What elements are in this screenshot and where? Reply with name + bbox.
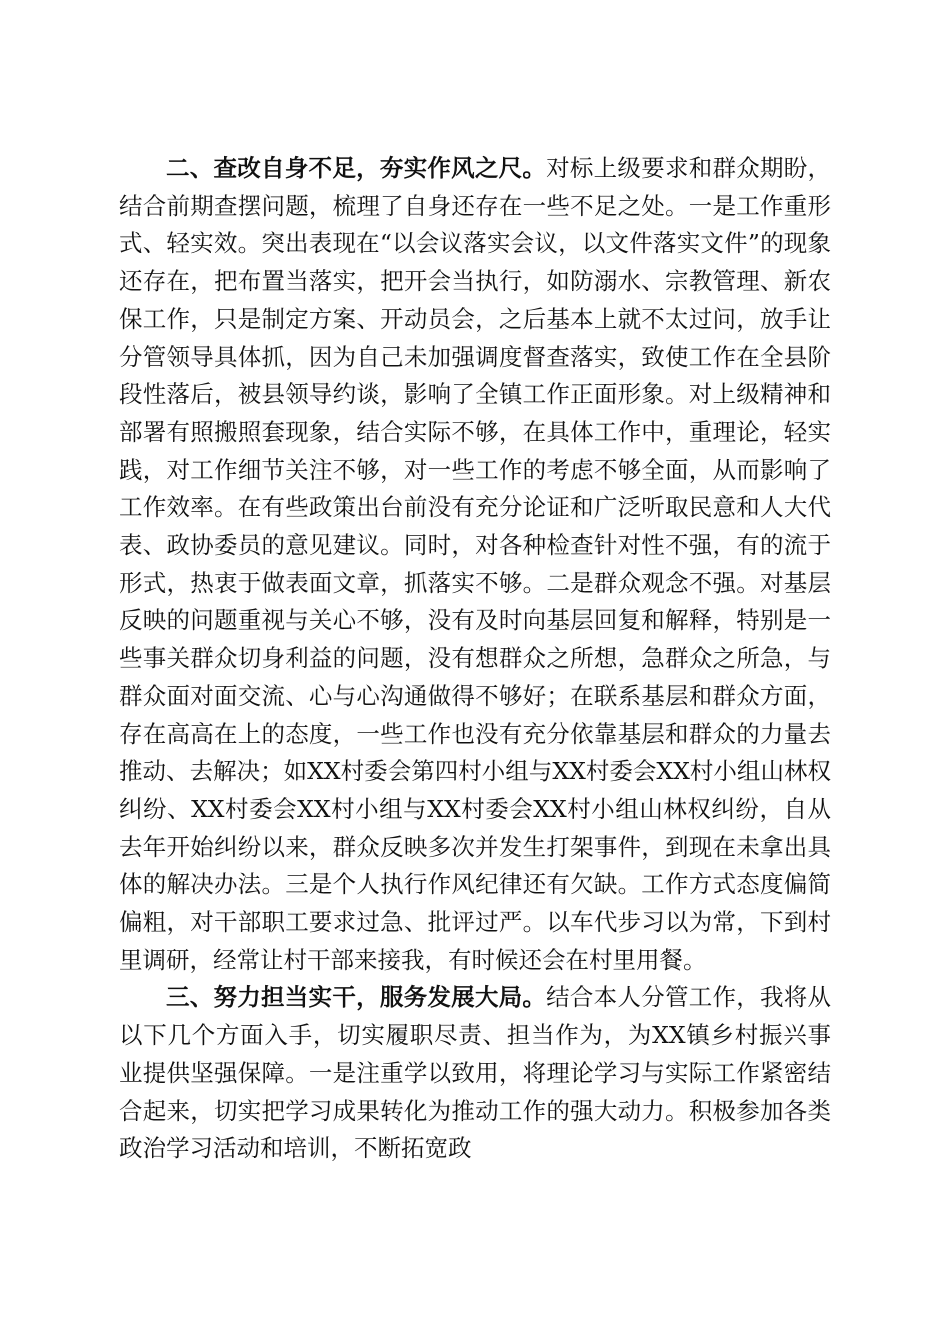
paragraph-section-three [119, 979, 831, 1168]
section-three-body: 结合本人分管工作，我将从以下几个方面入手，切实履职尽责、担当作为，为XX镇乡村振兴事业提供坚强保障。一是注重学以致用，将理论学习与实际工作紧密结合起来，切实把学习成果转化为推动工作的强大动力。积极参加各类政治学习活动和培训，不断拓宽政 [119, 983, 832, 1163]
section-three-heading: 三、努力担当实干，服务发展大局。 [166, 983, 547, 1012]
document-body [119, 150, 831, 1168]
section-two-body: 对标上级要求和群众期盼，结合前期查摆问题，梳理了自身还存在一些不足之处。一是工作重形式、轻实效。突出表现在“以会议落实会议，以文件落实文件”的现象还存在，把布置当落实，把开会当执行，如防溺水、宗教管理、新农保工作，只是制定方案、开动员会，之后基本上就不太过问，放手让分管领导具体抓，因为自己未加强调度督查落实，致使工作在全县阶段性落后，被县领导约谈，影响了全镇工作正面形象。对上级精神和部署有照搬照套现象，结合实际不够，在具体工作中，重理论，轻实践，对工作细节关注不够，对一些工作的考虑不够全面，从而影响了工作效率。在有些政策出台前没有充分论证和广泛听取民意和人大代表、政协委员的意见建议。同时，对各种检查针对性不强，有的流于形式，热衷于做表面文章，抓落实不够。二是群众观念不强。对基层反映的问题重视与关心不够，没有及时向基层回复和解释，特别是一些事关群众切身利益的问题，没有想群众之所想，急群众之所急，与群众面对面交流、心与心沟通做得不够好；在联系基层和群众方面，存在高高在上的态度，一些工作也没有充分依靠基层和群众的力量去推动、去解决；如XX村委会第四村小组与XX村委会XX村小组山林权纠纷、XX村委会XX村小组与XX村委会XX村小组山林权纠纷，自从去年开始纠纷以来，群众反映多次并发生打架事件，到现在未拿出具体的解决办法。三是个人执行作风纪律还有欠缺。工作方式态度偏简偏粗，对干部职工要求过急、批评过严。以车代步习以为常，下到村里调研，经常让村干部来接我，有时候还会在村里用餐。 [119, 154, 832, 974]
paragraph-section-two [119, 150, 831, 979]
section-two-heading: 二、查改自身不足，夯实作风之尺。 [166, 154, 547, 182]
